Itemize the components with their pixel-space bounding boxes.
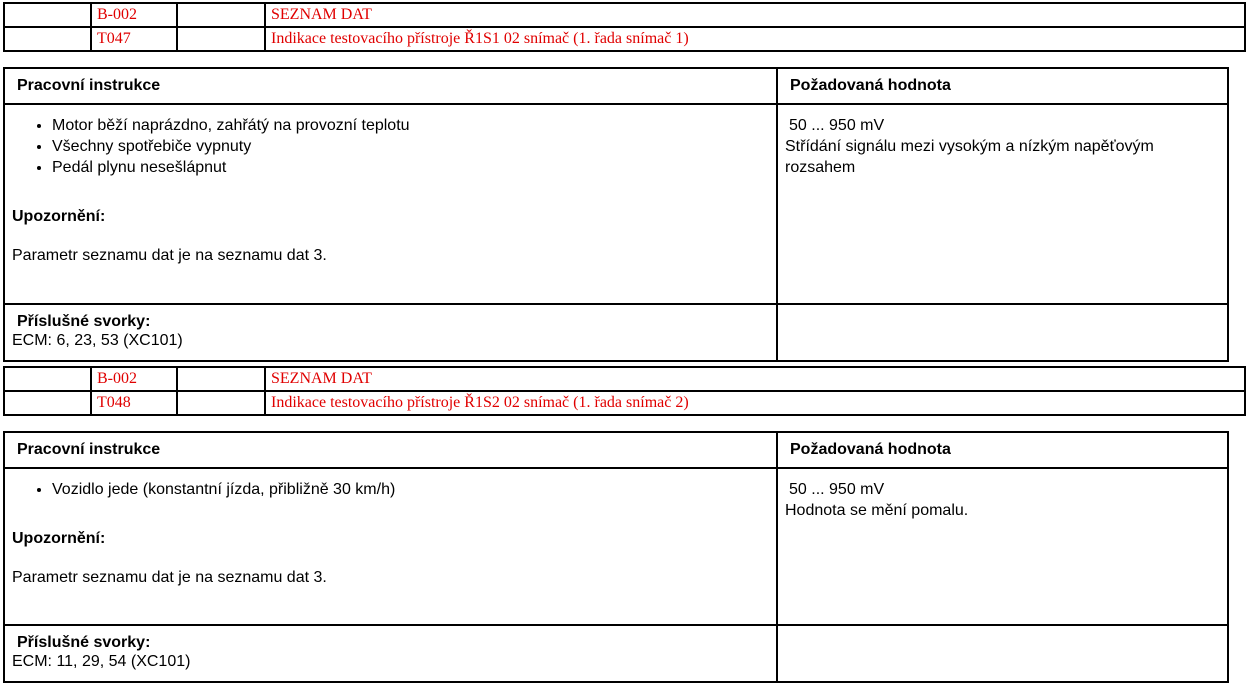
block2-group-code: B-002 xyxy=(91,367,177,391)
empty-cell xyxy=(177,391,265,415)
list-item: • Pedál plynu nesešlápnut xyxy=(52,157,776,178)
block2-test-title: Indikace testovacího přístroje Ř1S2 02 snímač (1. řada snímač 2) xyxy=(265,391,1245,415)
block1-test-code: T047 xyxy=(91,27,177,51)
empty-cell xyxy=(4,391,91,415)
block1-terminals-cell xyxy=(4,304,777,361)
block1-body-table xyxy=(3,67,1229,362)
empty-cell xyxy=(177,27,265,51)
block2-instr-header: Pracovní instrukce xyxy=(4,432,777,468)
block2-code-row xyxy=(4,391,1245,415)
block1-group-title: SEZNAM DAT xyxy=(265,3,1245,27)
block2-body-table xyxy=(3,431,1229,683)
block2-terminals-value: ECM: 11, 29, 54 (XC101) xyxy=(12,653,191,670)
block2-value-desc: Hodnota se mění pomalu. xyxy=(785,502,969,519)
block1-group-code: B-002 xyxy=(91,3,177,27)
block1-header-table xyxy=(3,2,1246,52)
empty-cell xyxy=(177,3,265,27)
list-item: • Vozidlo jede (konstantní jízda, přibližně 30 km/h) xyxy=(52,479,776,500)
empty-cell xyxy=(4,3,91,27)
block1-instr-header: Pracovní instrukce xyxy=(4,68,777,104)
block2-value-header: Požadovaná hodnota xyxy=(777,432,1228,468)
block1-test-title: Indikace testovacího přístroje Ř1S1 02 snímač (1. řada snímač 1) xyxy=(265,27,1245,51)
list-item: • Všechny spotřebiče vypnuty xyxy=(52,136,776,157)
block1-value-range: 50 ... 950 mV xyxy=(789,117,885,134)
empty-cell xyxy=(4,27,91,51)
block1-value-desc: Střídání signálu mezi vysokým a nízkým napěťovým rozsahem xyxy=(785,138,1154,176)
block1-value-header: Požadovaná hodnota xyxy=(777,68,1228,104)
empty-cell xyxy=(777,304,1228,361)
block1-group-row xyxy=(4,3,1245,27)
block2-group-title: SEZNAM DAT xyxy=(265,367,1245,391)
block2-test-code: T048 xyxy=(91,391,177,415)
block2-group-row xyxy=(4,367,1245,391)
list-item: • Motor běží naprázdno, zahřátý na provozní teplotu xyxy=(52,115,776,136)
block2-conditions-list xyxy=(5,479,776,500)
block2-note-text: Parametr seznamu dat je na seznamu dat 3. xyxy=(12,569,327,586)
empty-cell xyxy=(777,625,1228,682)
block2-note-title: Upozornění: xyxy=(12,530,106,547)
block1-terminals-label: Příslušné svorky: xyxy=(17,313,151,330)
block1-conditions-list xyxy=(5,115,776,178)
block1-terminals-value: ECM: 6, 23, 53 (XC101) xyxy=(12,332,183,349)
block1-value-cell xyxy=(777,104,1228,304)
block2-terminals-label: Příslušné svorky: xyxy=(17,634,151,651)
empty-cell xyxy=(177,367,265,391)
block1-note-title: Upozornění: xyxy=(12,208,106,225)
block1-note-text: Parametr seznamu dat je na seznamu dat 3. xyxy=(12,247,327,264)
block2-instr-cell xyxy=(4,468,777,625)
block2-terminals-cell xyxy=(4,625,777,682)
block2-value-cell xyxy=(777,468,1228,625)
block2-header-table xyxy=(3,366,1246,416)
block2-value-range: 50 ... 950 mV xyxy=(789,481,885,498)
block1-code-row xyxy=(4,27,1245,51)
empty-cell xyxy=(4,367,91,391)
block1-instr-cell xyxy=(4,104,777,304)
